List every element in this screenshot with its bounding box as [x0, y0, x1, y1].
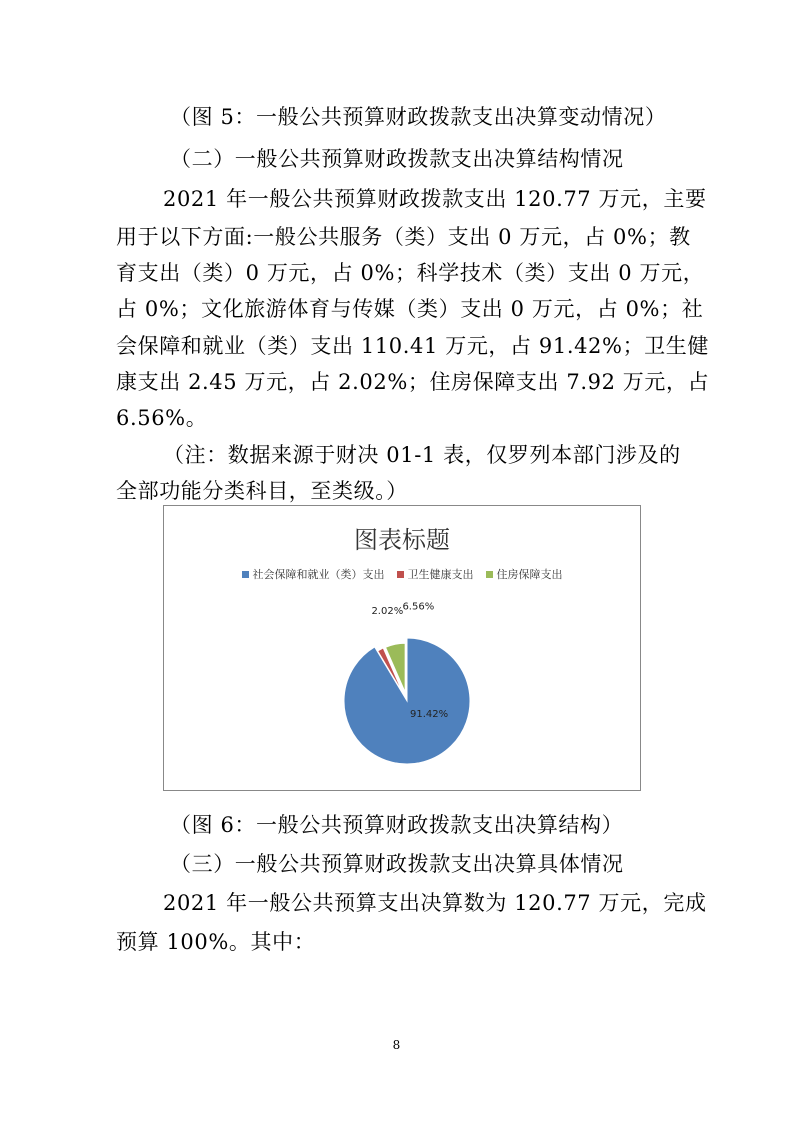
- section-heading-structure: （二）一般公共预算财政拨款支出决算结构情况: [170, 147, 624, 171]
- paragraph-line: 康支出 2.45 万元，占 2.02%；住房保障支出 7.92 万元，占: [116, 370, 710, 394]
- data-label: 91.42%: [409, 708, 449, 720]
- paragraph-line: 2021 年一般公共预算支出决算数为 120.77 万元，完成: [163, 891, 707, 915]
- note-line: 全部功能分类科目，至类级。）: [116, 479, 408, 503]
- paragraph-line: 用于以下方面:一般公共服务（类）支出 0 万元，占 0%；教: [116, 225, 691, 249]
- pie-plot: [164, 506, 640, 790]
- paragraph-line: 2021 年一般公共预算财政拨款支出 120.77 万元，主要: [163, 187, 707, 211]
- figure5-caption: （图 5：一般公共预算财政拨款支出决算变动情况）: [170, 105, 667, 129]
- data-label: 2.02%: [371, 606, 404, 618]
- section-heading-detail: （三）一般公共预算财政拨款支出决算具体情况: [170, 852, 624, 876]
- paragraph-line: 6.56%。: [116, 406, 208, 430]
- paragraph-line: 预算 100%。其中：: [116, 930, 316, 954]
- legend-label: 住房保障支出: [496, 568, 563, 581]
- note-line: （注：数据来源于财决 01-1 表，仅罗列本部门涉及的: [163, 443, 681, 467]
- legend-label: 卫生健康支出: [407, 568, 474, 581]
- slice-social-security: [344, 638, 470, 764]
- paragraph-line: 会保障和就业（类）支出 110.41 万元，占 91.42%；卫生健: [116, 334, 709, 358]
- data-label: 6.56%: [402, 601, 435, 613]
- chart-title: 图表标题: [354, 526, 450, 554]
- paragraph-line: 占 0%；文化旅游体育与传媒（类）支出 0 万元，占 0%；社: [116, 297, 704, 321]
- pie-chart: [163, 505, 641, 791]
- legend-label: 社会保障和就业（类）支出: [252, 568, 385, 581]
- paragraph-line: 育支出（类）0 万元，占 0%；科学技术（类）支出 0 万元，: [116, 261, 705, 285]
- page-number: 8: [392, 1038, 401, 1052]
- figure6-caption: （图 6：一般公共预算财政拨款支出决算结构）: [170, 813, 624, 837]
